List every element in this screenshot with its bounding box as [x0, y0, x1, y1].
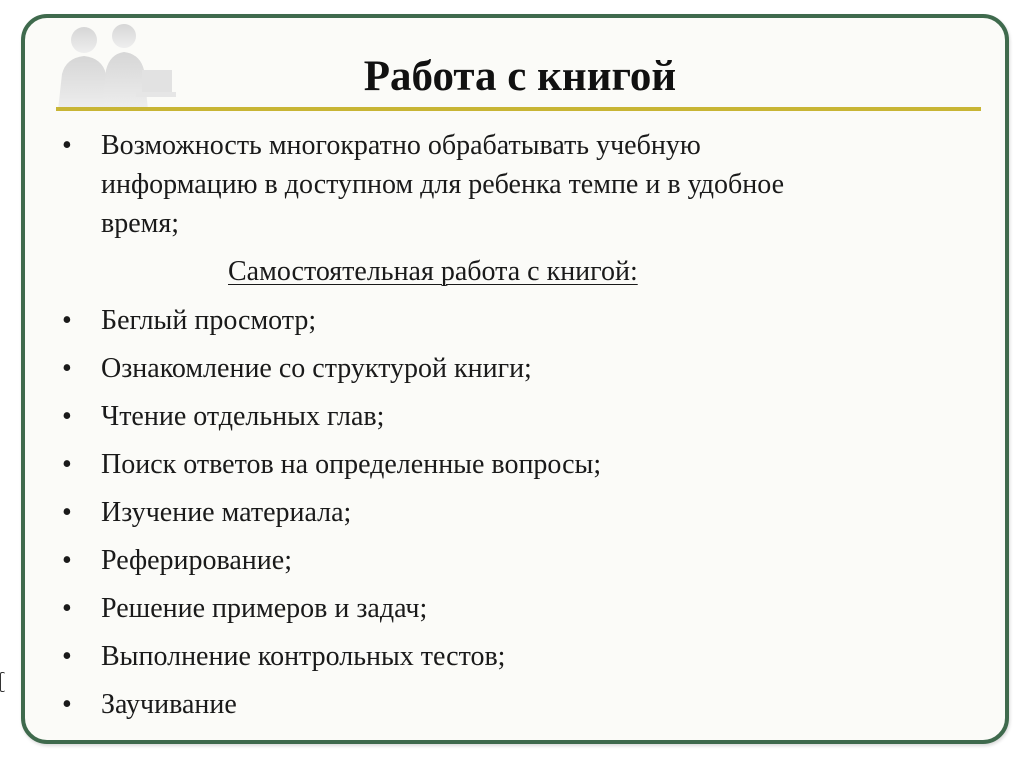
list-item-text: Реферирование; [101, 545, 292, 576]
bullet-icon: • [62, 497, 72, 528]
slide-body [60, 126, 940, 729]
bullet-icon: • [62, 353, 72, 384]
bullet-icon: • [62, 130, 72, 161]
bullet-icon: • [62, 401, 72, 432]
list-item [60, 681, 940, 729]
edge-mark [0, 672, 5, 692]
title-underline [56, 107, 981, 111]
list-item-text: Заучивание [101, 689, 237, 720]
intro-bullet [60, 126, 841, 243]
list-item-text: Изучение материала; [101, 497, 352, 528]
list-item-text: Решение примеров и задач; [101, 593, 428, 624]
bullet-icon: • [62, 449, 72, 480]
list-item [60, 297, 940, 345]
list-item [60, 393, 940, 441]
list-item-text: Беглый просмотр; [101, 305, 317, 336]
bullet-icon: • [62, 545, 72, 576]
list-item [60, 585, 940, 633]
list-item [60, 345, 940, 393]
list-item-text: Ознакомление со структурой книги; [101, 353, 532, 384]
task-list [60, 297, 940, 729]
list-item [60, 537, 940, 585]
list-item [60, 441, 940, 489]
subheading: Самостоятельная работа с книгой: [228, 256, 638, 287]
list-item-text: Поиск ответов на определенные вопросы; [101, 449, 602, 480]
list-item [60, 633, 940, 681]
list-item-text: Чтение отдельных глав; [101, 401, 385, 432]
people-silhouette-icon [44, 18, 176, 110]
intro-text: Возможность многократно обрабатывать учебную информацию в доступном для ребенка темпе и в удобное время; [101, 130, 785, 239]
list-item-text: Выполнение контрольных тестов; [101, 641, 506, 672]
bullet-icon: • [62, 689, 72, 720]
bullet-icon: • [62, 305, 72, 336]
slide-title: Работа с книгой [363, 53, 677, 100]
bullet-icon: • [62, 593, 72, 624]
bullet-icon: • [62, 641, 72, 672]
list-item [60, 489, 940, 537]
